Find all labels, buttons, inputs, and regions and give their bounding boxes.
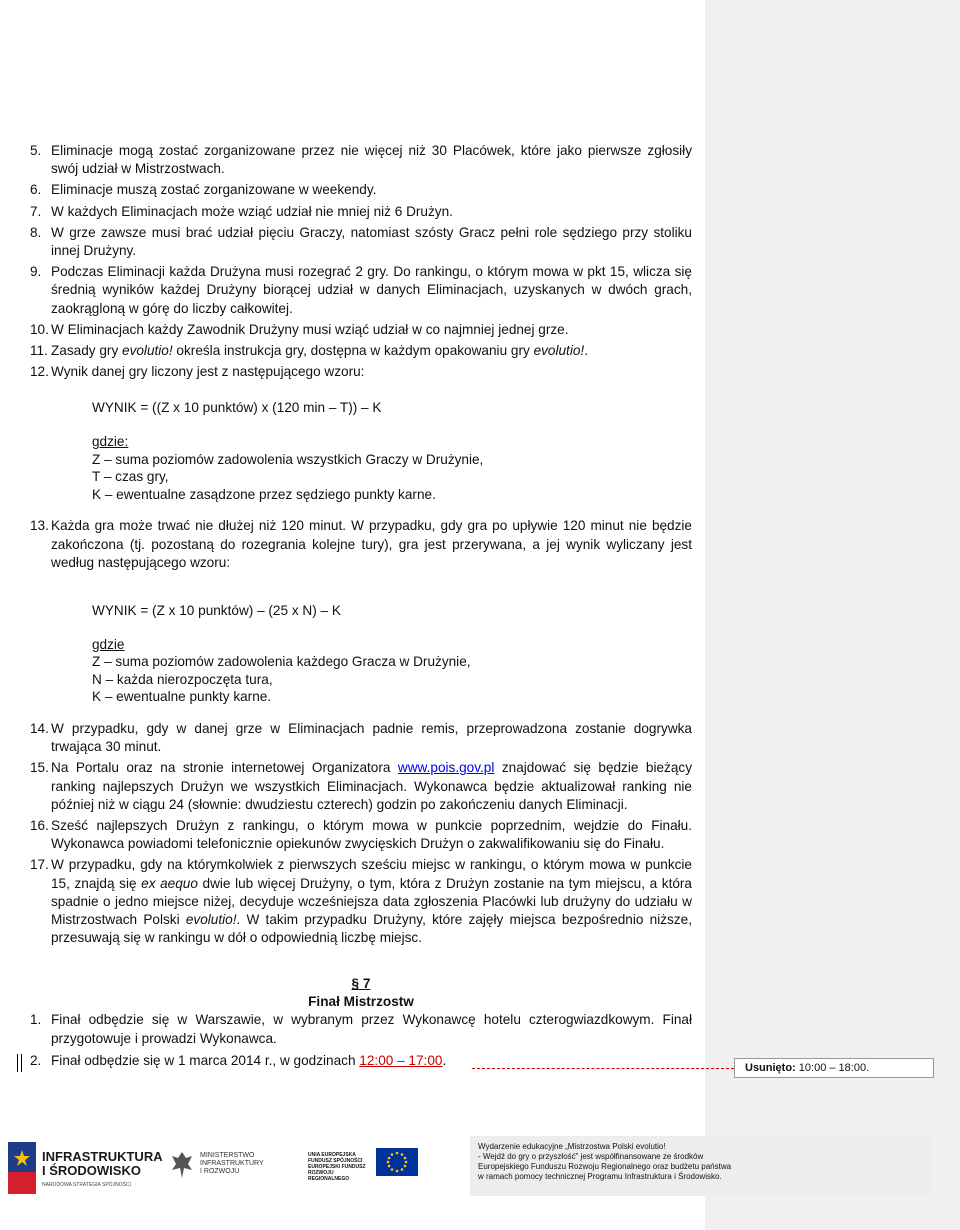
item-number: 2. [30, 1052, 42, 1068]
tracked-change-text[interactable]: 12:00 – 17:00 [359, 1052, 443, 1068]
list-item [30, 321, 692, 339]
list-item [30, 759, 692, 814]
eu-line: FUNDUSZ SPÓJNOŚCI [308, 1158, 363, 1164]
item-number: 1. [30, 1012, 42, 1028]
item-number: 6. [30, 182, 42, 198]
game-name: evolutio! [122, 343, 173, 359]
item-number: 8. [30, 224, 42, 240]
formula-line: N – każda nierozpoczęta tura, [92, 671, 273, 687]
eu-line: UNIA EUROPEJSKA [308, 1152, 356, 1158]
ministry-line: INFRASTRUKTURY [200, 1160, 264, 1167]
item-list [30, 142, 692, 339]
text-run: . [442, 1052, 447, 1068]
infrastruktura-logo [8, 1140, 163, 1198]
list-item [30, 720, 692, 756]
item-number: 17. [30, 857, 49, 873]
list-item [30, 224, 692, 260]
list-item [30, 517, 692, 572]
item-number: 14. [30, 720, 49, 736]
formula-line: Z – suma poziomów zadowolenia wszystkich Graczy w Drużynie, [92, 451, 484, 467]
change-bar [21, 1054, 22, 1072]
funding-line: Europejskiego Funduszu Rozwoju Regionalnego oraz budżetu państwa [478, 1162, 732, 1171]
text-run: Na Portalu oraz na stronie internetowej Organizatora [51, 760, 398, 776]
funding-line: w ramach pomocy technicznej Programu Infrastruktura i Środowisko. [478, 1172, 722, 1181]
section-number: § 7 [351, 976, 371, 992]
formula-line: K – ewentualne zasądzone przez sędziego punkty karne. [92, 486, 436, 502]
item-text: Eliminacje mogą zostać zorganizowane przez nie więcej niż 30 Placówek, które jako pierwsze zgłosiły swój udział w Mistrzostwach. [51, 143, 692, 177]
item-text: Eliminacje muszą zostać zorganizowane w weekendy. [51, 182, 377, 198]
ministry-line: MINISTERSTWO [200, 1152, 255, 1159]
item-number: 5. [30, 143, 42, 158]
item-text: W przypadku, gdy w danej grze w Eliminacjach padnie remis, przeprowadzona zostanie dogrywka trwająca 30 minut. [51, 720, 692, 755]
item-text: W Eliminacjach każdy Zawodnik Drużyny musi wziąć udział w co najmniej jednej grze. [51, 321, 569, 337]
footer-logos [0, 1132, 960, 1202]
tracked-change-balloon[interactable] [734, 1058, 934, 1078]
list-item [30, 856, 692, 947]
formula-block [92, 602, 692, 706]
latin-phrase: ex aequo [141, 875, 198, 891]
item-number: 15. [30, 760, 49, 776]
text-run: W przypadku, gdy na którymkolwiek z pierwszych sześciu miejsc w rankingu, o którym mowa w punkcie 15, znajdą się [51, 857, 692, 891]
funding-info-box [470, 1136, 930, 1196]
item-number: 11. [30, 343, 48, 359]
text-run: określa instrukcja gry, dostępna w każdym opakowaniu gry [172, 343, 534, 359]
list-item [30, 342, 692, 360]
list-item [30, 1011, 692, 1047]
formula-line: T – czas gry, [92, 469, 169, 485]
markup-margin [705, 0, 960, 1230]
item-number: 7. [30, 203, 42, 219]
item-text: Finał odbędzie się w Warszawie, w wybranym przez Wykonawcę hotelu czterogwiazdkowym. Finał przygotowuje i prowadzi Wykonawca. [51, 1012, 692, 1046]
formula-where: gdzie [92, 636, 125, 652]
item-number: 13. [30, 518, 49, 534]
formula-block [92, 399, 692, 503]
item-number: 12. [30, 364, 49, 380]
eu-line: EUROPEJSKI FUNDUSZ [308, 1164, 366, 1170]
formula-line: K – ewentualne punkty karne. [92, 689, 272, 705]
text-run: dwie lub więcej Drużyny, o tym, która z Drużyn zostanie na tym miejscu, a która spadnie o jedno miejsce niżej, decyduje wcześniejsza data zgłoszenia Placówki lub drużyny do udziału w Mistrzostwach Polski [51, 875, 692, 928]
item-text: Wynik danej gry liczony jest z następującego wzoru: [51, 364, 365, 380]
ii-title-line: INFRASTRUKTURA [42, 1149, 163, 1164]
text-run: znajdować się będzie bieżący ranking najlepszych Drużyn we wszystkich Eliminacjach. Wykonawca będzie aktualizował ranking nie później niż w ciągu 24 (słownie: dwudziestu czterech) godzin po zakończeniu danych Eliminacji. [51, 760, 692, 812]
list-item [30, 181, 692, 199]
ministry-text [200, 1152, 264, 1176]
organizer-website-link[interactable]: www.pois.gov.pl [397, 760, 495, 776]
item-text: Każda gra może trwać nie dłużej niż 120 minut. W przypadku, gdy gra po upływie 120 minut nie będzie zakończona (tj. pozostaną do rozegrania kolejne tury), gra jest przerywana, a jej wynik wyliczany jest według następującego wzoru: [51, 518, 692, 570]
text-run: . [584, 343, 588, 359]
ii-title-line: I ŚRODOWISKO [42, 1163, 141, 1178]
item-text: W grze zawsze musi brać udział pięciu Graczy, natomiast szósty Gracz pełni role sędziego przy stoliku innej Drużyny. [51, 224, 692, 259]
section-heading [30, 975, 692, 1011]
item-text: Sześć najlepszych Drużyn z rankingu, o którym mowa w punkcie poprzednim, wejdzie do Finału. Wykonawca powiadomi telefonicznie opiekunów zwycięskich Drużyn o zakwalifikowaniu się do Finału. [51, 818, 692, 852]
funding-line: - Wejdź do gry o przyszłość” jest współfinansowane ze środków [478, 1152, 704, 1161]
game-name: evolutio! [185, 912, 237, 928]
item-text [51, 342, 692, 360]
list-item [30, 263, 692, 318]
list-item [30, 142, 692, 178]
eu-text [308, 1152, 368, 1182]
formula-line: Z – suma poziomów zadowolenia każdego Gracza w Drużynie, [92, 654, 471, 670]
item-text [51, 759, 692, 814]
document-body [30, 142, 692, 1073]
formula: WYNIK = (Z x 10 punktów) – (25 x N) – K [92, 603, 341, 619]
text-run: Finał odbędzie się w 1 marca 2014 r., w godzinach [51, 1052, 360, 1068]
list-item [30, 363, 692, 381]
comment-connector [472, 1068, 734, 1069]
ministry-line: I ROZWOJU [200, 1168, 240, 1175]
formula: WYNIK = ((Z x 10 punktów) x (120 min – T)) – K [92, 400, 382, 416]
text-run: Zasady gry [51, 343, 123, 359]
list-item [30, 203, 692, 221]
ii-subtitle: NARODOWA STRATEGIA SPÓJNOŚCI [42, 1182, 131, 1188]
eagle-icon [170, 1150, 194, 1180]
item-text: W każdych Eliminacjach może wziąć udział nie mniej niż 6 Drużyn. [51, 203, 453, 219]
item-number: 10. [30, 321, 49, 337]
funding-line: Wydarzenie edukacyjne „Mistrzostwa Polski evolutio! [478, 1142, 666, 1151]
eu-logo [308, 1146, 416, 1186]
list-item [30, 817, 692, 853]
game-name: evolutio! [533, 343, 585, 359]
change-bar [17, 1054, 18, 1072]
balloon-text: 10:00 – 18:00. [795, 1062, 870, 1074]
eu-flag-icon [376, 1148, 418, 1176]
balloon-label: Usunięto: [745, 1062, 796, 1074]
item-number: 16. [30, 818, 49, 833]
text-run: . W takim przypadku Drużyny, które zajęły miejsca bezpośrednio niższe, przesuwają się w rankingu w dół o odpowiednią liczbę miejsc. [51, 912, 692, 946]
formula-where: gdzie: [92, 434, 129, 450]
section-title: Finał Mistrzostw [308, 994, 414, 1010]
ministry-logo [170, 1150, 290, 1190]
item-number: 9. [30, 264, 42, 280]
item-text: Podczas Eliminacji każda Drużyna musi rozegrać 2 gry. Do rankingu, o którym mowa w pkt 15, wlicza się średnią wyników każdej Drużyny biorącej udział w danych Eliminacjach, uzyskanych w dwóch grach, zaokrągloną w górę do liczby całkowitej. [51, 264, 692, 316]
eu-line: ROZWOJU REGIONALNEGO [308, 1170, 350, 1182]
item-text [51, 856, 692, 947]
star-flag-icon [8, 1142, 36, 1194]
ii-title [42, 1150, 163, 1178]
